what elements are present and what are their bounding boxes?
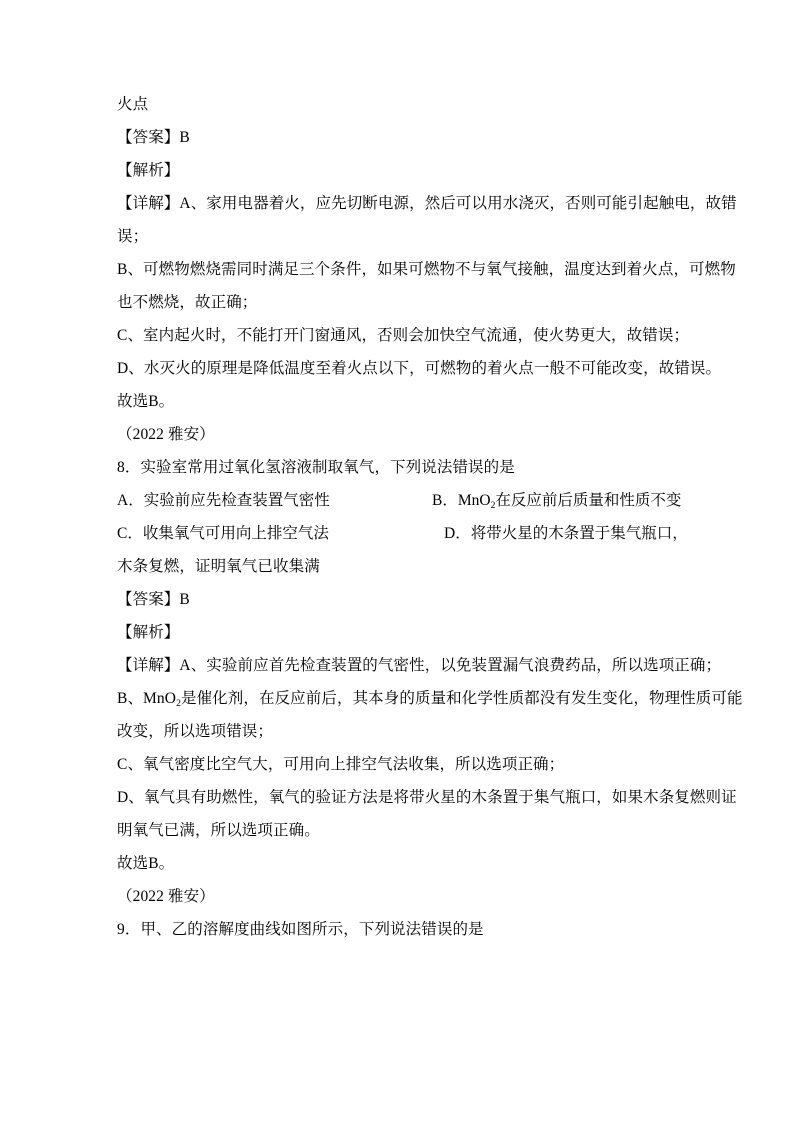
detail-line-q7-b: B、可燃物燃烧需同时满足三个条件，如果可燃物不与氧气接触，温度达到着火点，可燃物 — [117, 261, 736, 278]
option-a — [117, 484, 330, 517]
question-8-options-row-1 — [117, 484, 682, 517]
analysis-label-q8: 【解析】 — [117, 624, 180, 641]
detail-q8-b-text: 是催化剂，在反应前后，其本身的质量和化学性质都没有发生变化，物理性质可能 — [180, 690, 743, 707]
option-b-label: B． — [432, 492, 458, 509]
detail-line-q7-d: D、水灭火的原理是降低温度至着火点以下，可燃物的着火点一般不可能改变，故错误。 — [117, 360, 722, 377]
source-tag-q8: （2022 雅安） — [117, 426, 215, 443]
question-8-stem — [117, 451, 679, 484]
document-body — [117, 88, 743, 946]
option-b-formula-subscript: 2 — [490, 499, 496, 511]
detail-line-q7-b-cont: 也不燃烧，故正确； — [117, 294, 258, 311]
detail-q8-b-subscript: 2 — [176, 697, 181, 709]
question-9-stem — [117, 913, 679, 946]
question-8-number: 8． — [117, 459, 141, 476]
option-c — [117, 517, 329, 550]
detail-line-q7-a: 【详解】A、家用电器着火，应先切断电源，然后可以用水浇灭，否则可能引起触电，故错 — [117, 195, 737, 212]
option-a-text: 实验前应先检查装置气密性 — [143, 492, 330, 509]
detail-line-q7-c: C、室内起火时，不能打开门窗通风，否则会加快空气流通，使火势更大，故错误； — [117, 327, 690, 344]
option-b-text: 在反应前后质量和性质不变 — [495, 492, 682, 509]
detail-line-q7-a-cont: 误； — [117, 228, 149, 245]
option-c-label: C． — [117, 525, 143, 542]
analysis-label-q7: 【解析】 — [117, 162, 180, 179]
source-tag-q9: （2022 雅安） — [117, 888, 215, 905]
detail-line-q8-d: D、氧气具有助燃性，氧气的验证方法是将带火星的木条置于集气瓶口，如果木条复燃则证 — [117, 789, 737, 806]
conclusion-q7: 故选B。 — [117, 393, 175, 410]
detail-line-q8-c: C、氧气密度比空气大，可用向上排空气法收集，所以选项正确； — [117, 756, 565, 773]
option-b — [432, 484, 681, 519]
text-line-huodian: 火点 — [117, 96, 149, 113]
option-d-continuation: 木条复燃，证明氧气已收集满 — [117, 558, 320, 575]
option-c-text: 收集氧气可用向上排空气法 — [142, 525, 329, 542]
question-9-number: 9． — [117, 921, 141, 938]
question-9-stem-text: 甲、乙的溶解度曲线如图所示，下列说法错误的是 — [140, 921, 484, 938]
option-a-label: A． — [117, 492, 144, 509]
answer-label-q7: 【答案】B — [117, 129, 190, 146]
option-b-formula-base: MnO — [457, 492, 491, 509]
question-8-options-row-2 — [117, 517, 688, 550]
option-d — [444, 517, 688, 550]
question-8-stem-text: 实验室常用过氧化氢溶液制取氧气，下列说法错误的是 — [140, 459, 515, 476]
option-d-text: 将带火星的木条置于集气瓶口， — [470, 525, 688, 542]
answer-label-q8: 【答案】B — [117, 591, 190, 608]
detail-line-q8-b-cont: 改变，所以选项错误； — [117, 723, 274, 740]
conclusion-q8: 故选B。 — [117, 855, 175, 872]
option-d-label: D． — [444, 525, 471, 542]
detail-line-q8-b — [117, 682, 743, 715]
detail-line-q8-d-cont: 明氧气已满，所以选项正确。 — [117, 822, 320, 839]
detail-q8-b-prefix: B、MnO — [117, 690, 177, 707]
detail-line-q8-a: 【详解】A、实验前应首先检查装置的气密性，以免装置漏气浪费药品，所以选项正确； — [117, 657, 722, 674]
